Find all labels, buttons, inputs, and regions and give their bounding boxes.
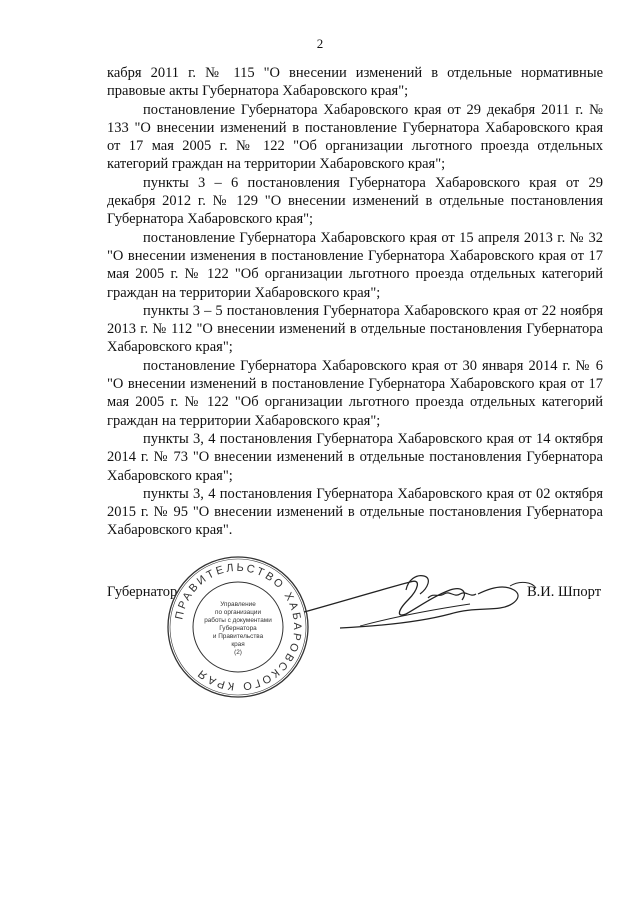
paragraph-5: пункты 3 – 5 постановления Губернатора Хабаровского края от 22 ноября 2013 г. № 112 "О внесении изменений в отдельные постановления Губернатора Хабаровского края"; <box>107 302 603 356</box>
paragraph-6: постановление Губернатора Хабаровского края от 30 января 2014 г. № 6 "О внесении изменений в постановление Губернатора Хабаровского края от 17 мая 2005 г. № 122 "Об организации льготного проезда отдельных категорий граждан на территории Хабаровского края"; <box>107 357 603 429</box>
svg-text:Управление: Управление <box>220 601 256 608</box>
official-seal <box>163 552 313 702</box>
paragraph-1: кабря 2011 г. № 115 "О внесении изменений в отдельные нормативные правовые акты Губернатора Хабаровского края"; <box>107 65 603 100</box>
svg-text:и Правительства: и Правительства <box>212 633 264 640</box>
svg-text:Губернатора: Губернатора <box>219 625 257 632</box>
paragraph-4: постановление Губернатора Хабаровского края от 15 апреля 2013 г. № 32 "О внесении изменения в постановление Губернатора Хабаровского края от 17 мая 2005 г. № 122 "Об организации льготного проезда отдельных категорий граждан на территории Хабаровского края"; <box>107 229 603 301</box>
paragraph-8: пункты 3, 4 постановления Губернатора Хабаровского края от 02 октября 2015 г. № 95 "О внесении изменений в отдельные постановления Губернатора Хабаровского края". <box>107 485 603 539</box>
svg-text:ПРАВИТЕЛЬСТВО ХАБАРОВСКОГО КРА: ПРАВИТЕЛЬСТВО ХАБАРОВСКОГО КРАЯ <box>173 561 304 693</box>
paragraph-7: пункты 3, 4 постановления Губернатора Хабаровского края от 14 октября 2014 г. № 73 "О внесении изменений в отдельные постановления Губернатора Хабаровского края"; <box>107 430 603 484</box>
document-body <box>107 64 603 540</box>
svg-text:по организации: по организации <box>214 609 262 616</box>
signatory-title: Губернатор <box>107 584 178 600</box>
svg-text:(2): (2) <box>234 649 242 656</box>
handwritten-signature <box>300 560 540 640</box>
page-number: 2 <box>316 36 324 51</box>
svg-text:края: края <box>231 641 245 648</box>
paragraph-2: постановление Губернатора Хабаровского края от 29 декабря 2011 г. № 133 "О внесении изменений в постановление Губернатора Хабаровского края от 17 мая 2005 г. № 122 "Об организации льготного проезда отдельных категорий граждан на территории Хабаровского края"; <box>107 101 603 173</box>
svg-text:работы с документами: работы с документами <box>204 617 272 624</box>
signatory-name: В.И. Шпорт <box>527 584 602 600</box>
paragraph-3: пункты 3 – 6 постановления Губернатора Хабаровского края от 29 декабря 2012 г. № 129 "О внесении изменений в отдельные постановления Губернатора Хабаровского края"; <box>107 174 603 228</box>
